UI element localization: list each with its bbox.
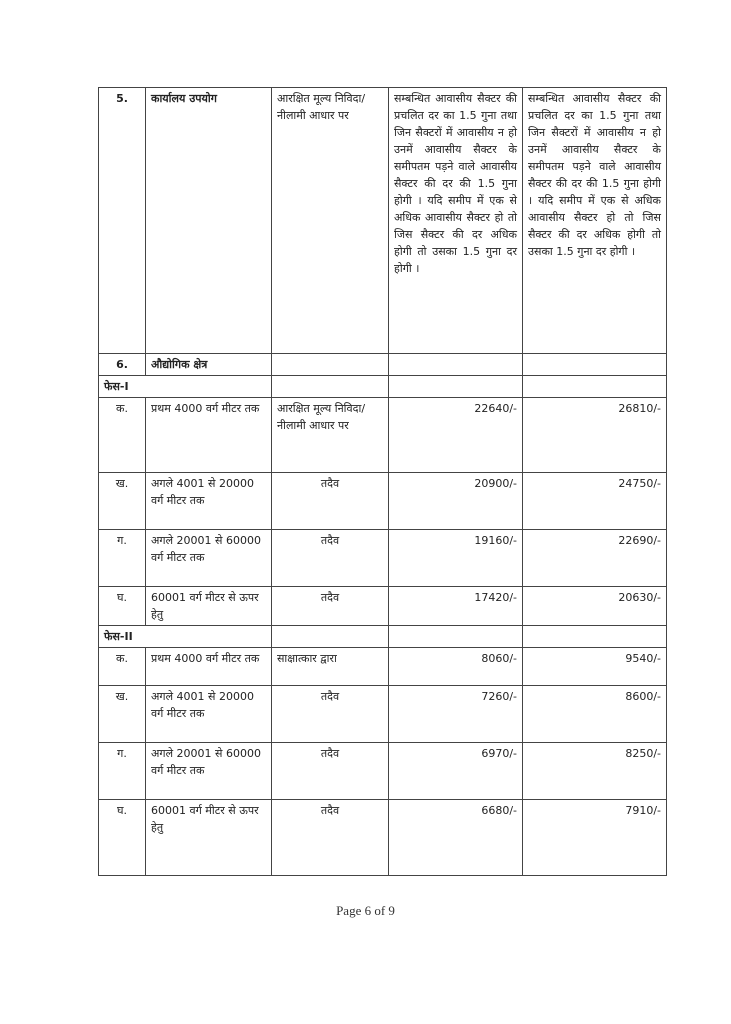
table-row — [99, 800, 667, 876]
rate-value-a: 22640/- — [389, 398, 523, 473]
empty-cell — [389, 376, 523, 398]
usage-label: कार्यालय उपयोग — [146, 88, 272, 354]
serial-number: घ. — [99, 800, 146, 876]
rate-value-b: 9540/- — [523, 648, 667, 686]
rate-value-b: 26810/- — [523, 398, 667, 473]
rate-value-a: 20900/- — [389, 473, 523, 530]
serial-number: क. — [99, 648, 146, 686]
table-row — [99, 398, 667, 473]
empty-cell — [523, 354, 667, 376]
rate-value-a: 6680/- — [389, 800, 523, 876]
rate-value-a: 6970/- — [389, 743, 523, 800]
allotment-method: तदैव — [272, 530, 389, 587]
empty-cell — [389, 354, 523, 376]
table-row — [99, 354, 667, 376]
serial-number: क. — [99, 398, 146, 473]
area-range: 60001 वर्ग मीटर से ऊपर हेतु — [146, 800, 272, 876]
allotment-method: आरक्षित मूल्य निविदा/ नीलामी आधार पर — [272, 398, 389, 473]
table-row — [99, 587, 667, 626]
rate-value-a: 17420/- — [389, 587, 523, 626]
table-row — [99, 743, 667, 800]
phase-header-row — [99, 626, 667, 648]
phase-label: फेस-I — [99, 376, 272, 398]
allotment-method: तदैव — [272, 743, 389, 800]
allotment-method: तदैव — [272, 686, 389, 743]
phase-label: फेस-II — [99, 626, 272, 648]
rate-value-b: 20630/- — [523, 587, 667, 626]
page-number: Page 6 of 9 — [336, 903, 395, 918]
rate-value-b: 24750/- — [523, 473, 667, 530]
area-range: अगले 4001 से 20000 वर्ग मीटर तक — [146, 473, 272, 530]
rate-cell-b: सम्बन्धित आवासीय सैक्टर की प्रचलित दर का 1.5 गुना तथा जिन सैक्टरों में आवासीय न हो उनमें आवासीय सैक्टर के समीपतम पड़ने वाले आवासीय सैक्टर की दर की 1.5 गुना होगी । यदि समीप में एक से अधिक आवासीय सैक्टर हो तो जिस सैक्टर की दर अधिक होगी तो उसका 1.5 गुना दर होगी । — [523, 88, 667, 354]
allotment-method: तदैव — [272, 473, 389, 530]
empty-cell — [272, 354, 389, 376]
empty-cell — [389, 626, 523, 648]
table-row — [99, 88, 667, 354]
area-range: प्रथम 4000 वर्ग मीटर तक — [146, 398, 272, 473]
area-range: अगले 20001 से 60000 वर्ग मीटर तक — [146, 530, 272, 587]
rate-value-b: 8600/- — [523, 686, 667, 743]
allotment-method: साक्षात्कार द्वारा — [272, 648, 389, 686]
table-row — [99, 686, 667, 743]
rate-table — [98, 87, 667, 876]
empty-cell — [272, 376, 389, 398]
area-range: अगले 20001 से 60000 वर्ग मीटर तक — [146, 743, 272, 800]
rate-value-b: 8250/- — [523, 743, 667, 800]
rate-value-b: 22690/- — [523, 530, 667, 587]
rate-cell-a: सम्बन्धित आवासीय सैक्टर की प्रचलित दर का 1.5 गुना तथा जिन सैक्टरों में आवासीय न हो उनमें आवासीय सैक्टर के समीपतम पड़ने वाले आवासीय सैक्टर की दर की 1.5 गुना होगी । यदि समीप में एक से अधिक आवासीय सैक्टर हो तो जिस सैक्टर की दर अधिक होगी तो उसका 1.5 गुना दर होगी । — [389, 88, 523, 354]
table-row — [99, 530, 667, 587]
serial-number: ख. — [99, 686, 146, 743]
rate-value-a: 19160/- — [389, 530, 523, 587]
serial-number: 6. — [99, 354, 146, 376]
allotment-method: आरक्षित मूल्य निविदा/ नीलामी आधार पर — [272, 88, 389, 354]
allotment-method: तदैव — [272, 800, 389, 876]
table-row — [99, 648, 667, 686]
empty-cell — [523, 626, 667, 648]
rate-value-a: 8060/- — [389, 648, 523, 686]
empty-cell — [523, 376, 667, 398]
phase-header-row — [99, 376, 667, 398]
table-row — [99, 473, 667, 530]
allotment-method: तदैव — [272, 587, 389, 626]
area-range: अगले 4001 से 20000 वर्ग मीटर तक — [146, 686, 272, 743]
serial-number: 5. — [99, 88, 146, 354]
rate-value-a: 7260/- — [389, 686, 523, 743]
area-range: 60001 वर्ग मीटर से ऊपर हेतु — [146, 587, 272, 626]
serial-number: ग. — [99, 530, 146, 587]
serial-number: ग. — [99, 743, 146, 800]
serial-number: ख. — [99, 473, 146, 530]
rate-value-b: 7910/- — [523, 800, 667, 876]
area-range: प्रथम 4000 वर्ग मीटर तक — [146, 648, 272, 686]
serial-number: घ. — [99, 587, 146, 626]
empty-cell — [272, 626, 389, 648]
usage-label: औद्योगिक क्षेत्र — [146, 354, 272, 376]
